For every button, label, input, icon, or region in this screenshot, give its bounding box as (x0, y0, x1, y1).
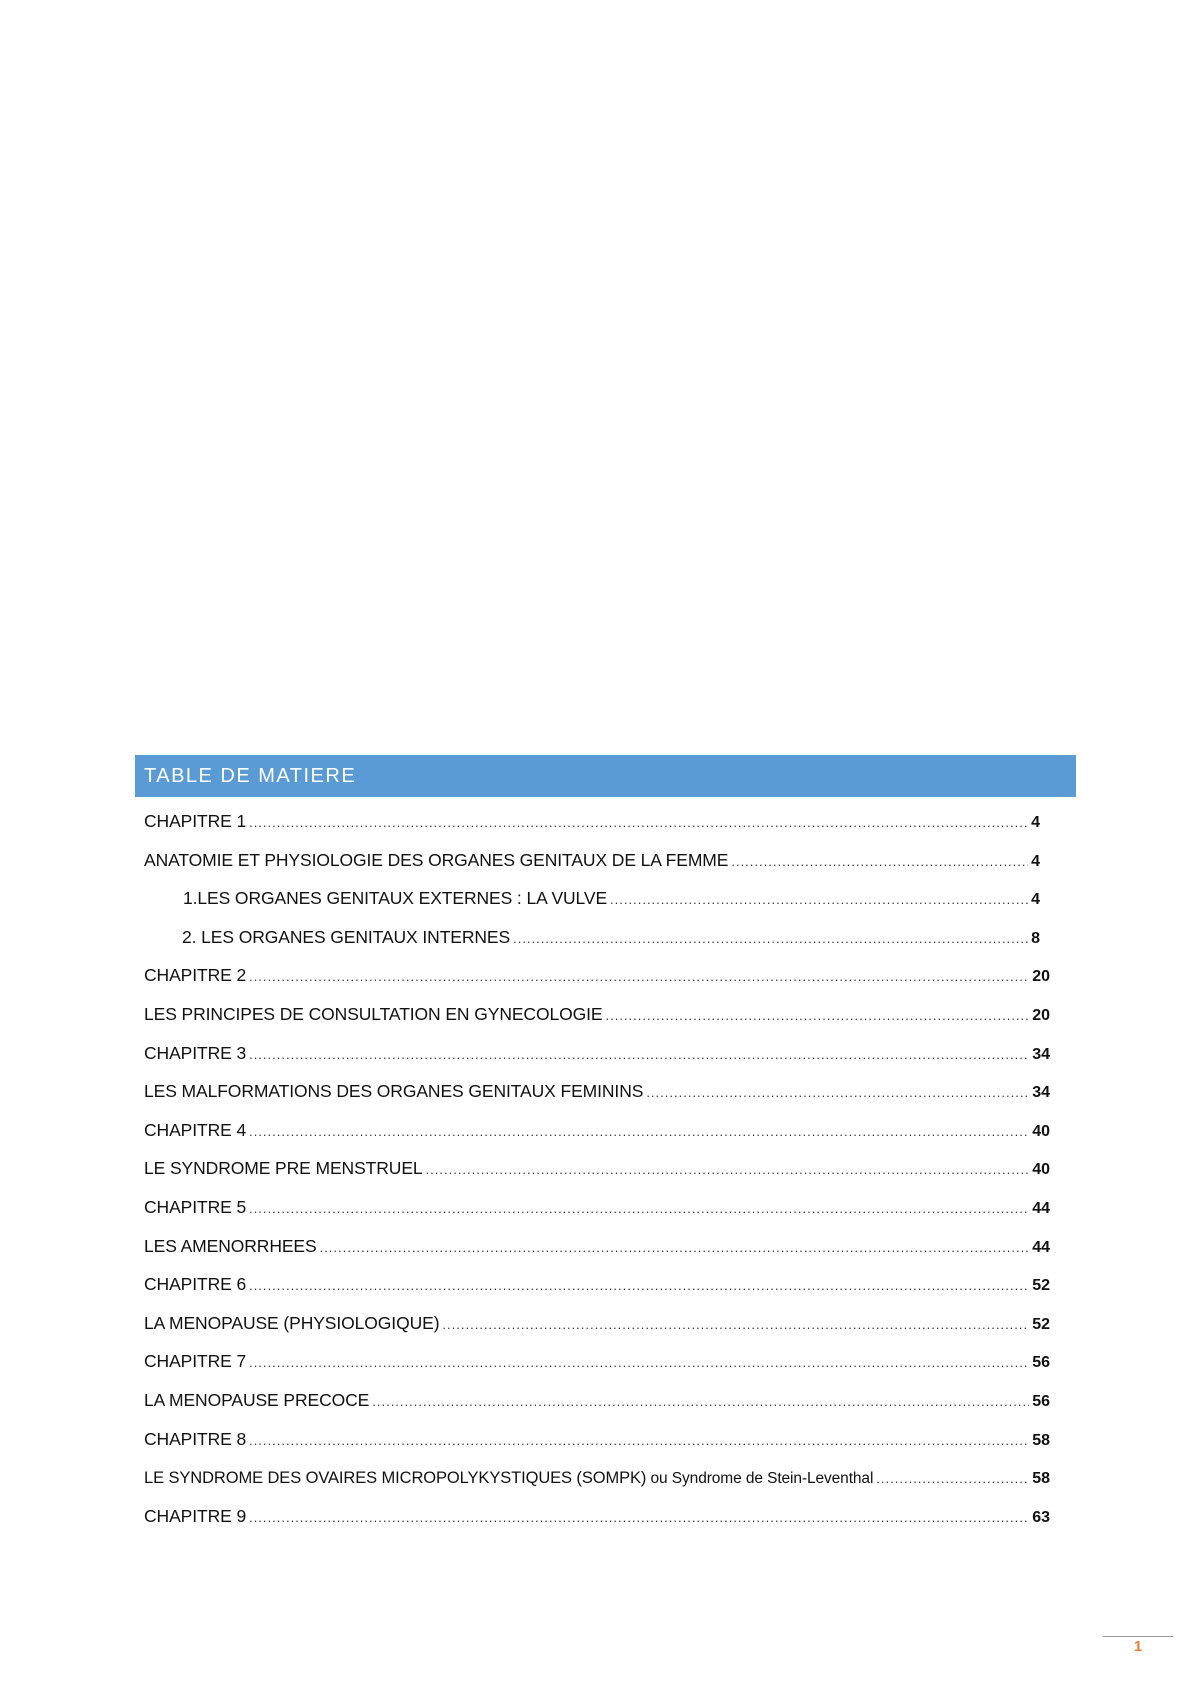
toc-entry-label: LES MALFORMATIONS DES ORGANES GENITAUX FEMININS (144, 1081, 644, 1102)
toc-leader-dots (610, 892, 1028, 907)
toc-entry-label: LE SYNDROME PRE MENSTRUEL (144, 1158, 423, 1179)
toc-entry-label: CHAPITRE 5 (144, 1196, 247, 1217)
toc-leader-dots (249, 1355, 1029, 1370)
toc-entry-chapitre-8[interactable] (135, 1419, 1076, 1458)
toc-entry-chapitre-3[interactable] (135, 1033, 1076, 1072)
toc-entry-page: 58 (1032, 1470, 1050, 1488)
toc-entry-page: 4 (1031, 852, 1040, 870)
toc-entry-page: 8 (1031, 929, 1040, 947)
toc-entry-page: 34 (1032, 1084, 1050, 1102)
toc-leader-dots (249, 1201, 1029, 1216)
toc-entry-chapitre-9[interactable] (135, 1496, 1076, 1535)
toc-leader-dots (249, 1278, 1029, 1293)
toc-entry-page: 56 (1032, 1392, 1050, 1410)
toc-entry-principes-consultation[interactable] (135, 994, 1076, 1033)
toc-entry-syndrome-pre-menstruel[interactable] (135, 1148, 1076, 1187)
toc-entry-label: CHAPITRE 3 (144, 1042, 247, 1063)
toc-leader-dots (876, 1471, 1029, 1486)
toc-entry-sompk[interactable] (135, 1457, 1076, 1496)
toc-entry-label: LA MENOPAUSE PRECOCE (144, 1389, 370, 1410)
toc-entry-organes-externes[interactable] (135, 878, 1076, 917)
toc-entry-page: 4 (1031, 814, 1040, 831)
toc-entry-page: 52 (1032, 1277, 1050, 1295)
toc-entry-label-main: LE SYNDROME DES OVAIRES MICROPOLYKYSTIQUES (SOMPK) (144, 1469, 647, 1488)
toc-entry-label-suffix: ou Syndrome de Stein-Leventhal (646, 1470, 874, 1488)
toc-entry-chapitre-6[interactable] (135, 1264, 1076, 1303)
toc-leader-dots (320, 1240, 1030, 1255)
toc-entry-label: LES AMENORRHEES (144, 1235, 317, 1256)
toc-entry-page: 63 (1032, 1508, 1050, 1526)
toc-entry-label (144, 1467, 873, 1488)
toc-entry-page: 56 (1032, 1354, 1050, 1372)
table-of-contents (135, 755, 1076, 1534)
toc-list (135, 801, 1076, 1534)
toc-entry-label: CHAPITRE 4 (144, 1119, 247, 1140)
toc-leader-dots (249, 1047, 1029, 1062)
toc-entry-page: 4 (1031, 891, 1040, 909)
toc-entry-organes-internes[interactable] (135, 917, 1076, 956)
toc-entry-label: CHAPITRE 7 (144, 1351, 247, 1372)
toc-leader-dots (249, 1510, 1029, 1525)
toc-leader-dots (731, 854, 1028, 869)
toc-entry-label: 1.LES ORGANES GENITAUX EXTERNES : LA VULVE (183, 888, 608, 909)
toc-entry-label: CHAPITRE 9 (144, 1505, 247, 1526)
toc-entry-chapitre-5[interactable] (135, 1187, 1076, 1226)
toc-entry-page: 58 (1032, 1431, 1050, 1449)
toc-leader-dots (513, 931, 1028, 946)
toc-entry-label: CHAPITRE 6 (144, 1274, 247, 1295)
toc-leader-dots (249, 815, 1028, 830)
toc-leader-dots (426, 1162, 1030, 1177)
page-number: 1 (1133, 1638, 1143, 1655)
footer-rule (1103, 1636, 1173, 1637)
toc-leader-dots (605, 1008, 1029, 1023)
toc-entry-label: CHAPITRE 8 (144, 1428, 247, 1449)
toc-entry-malformations[interactable] (135, 1071, 1076, 1110)
toc-entry-anatomie[interactable] (135, 840, 1076, 879)
toc-entry-label: CHAPITRE 1 (144, 811, 247, 831)
toc-entry-page: 52 (1032, 1315, 1050, 1333)
toc-entry-page: 40 (1032, 1122, 1050, 1140)
toc-entry-amenorrhees[interactable] (135, 1226, 1076, 1265)
toc-entry-page: 44 (1032, 1238, 1050, 1256)
toc-entry-label: LES PRINCIPES DE CONSULTATION EN GYNECOLOGIE (144, 1003, 603, 1024)
toc-entry-label: CHAPITRE 2 (144, 965, 247, 986)
toc-entry-page: 34 (1032, 1045, 1050, 1063)
toc-entry-menopause-precoce[interactable] (135, 1380, 1076, 1419)
toc-entry-page: 40 (1032, 1161, 1050, 1179)
toc-entry-label: LA MENOPAUSE (PHYSIOLOGIQUE) (144, 1312, 440, 1333)
toc-title: TABLE DE MATIERE (135, 755, 1076, 797)
toc-entry-page: 20 (1032, 968, 1050, 986)
toc-entry-page: 20 (1032, 1006, 1050, 1024)
toc-leader-dots (646, 1085, 1029, 1100)
toc-leader-dots (372, 1394, 1029, 1409)
toc-entry-label: ANATOMIE ET PHYSIOLOGIE DES ORGANES GENITAUX DE LA FEMME (144, 849, 729, 870)
toc-entry-chapitre-4[interactable] (135, 1110, 1076, 1149)
toc-entry-page: 44 (1032, 1199, 1050, 1217)
toc-leader-dots (442, 1317, 1029, 1332)
toc-entry-label: 2. LES ORGANES GENITAUX INTERNES (182, 926, 511, 947)
toc-entry-chapitre-2[interactable] (135, 955, 1076, 994)
toc-entry-menopause-physiologique[interactable] (135, 1303, 1076, 1342)
toc-leader-dots (249, 969, 1029, 984)
toc-entry-chapitre-7[interactable] (135, 1341, 1076, 1380)
toc-entry-chapitre-1[interactable] (135, 801, 1076, 840)
toc-leader-dots (249, 1124, 1029, 1139)
toc-leader-dots (249, 1433, 1029, 1448)
